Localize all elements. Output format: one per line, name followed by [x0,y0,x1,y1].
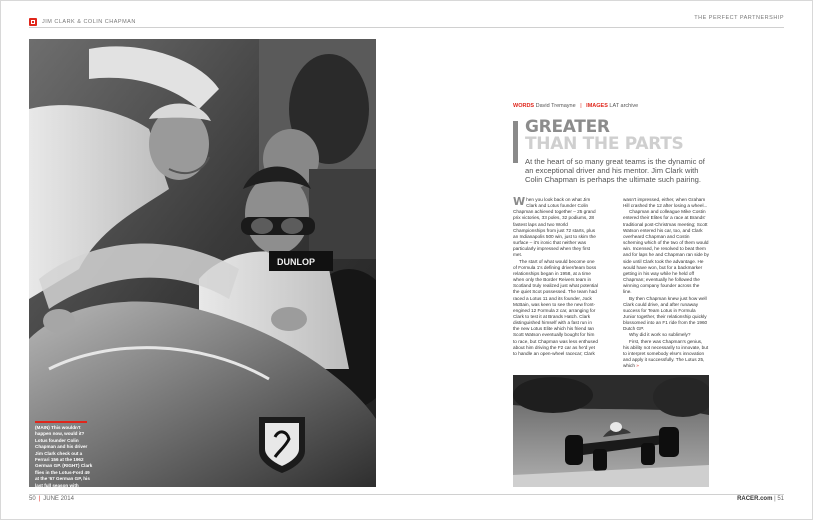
footer-rule [29,494,784,495]
main-photo-clark-chapman [29,39,376,487]
article-title [525,119,684,153]
header-rule [29,27,784,28]
title-line-2: THAN THE PARTS [525,134,684,154]
secondary-photo-graphic [513,375,709,487]
paragraph: Why did it work so sublimely? [629,332,691,338]
running-header-right: THE PERFECT PARTNERSHIP [694,15,784,21]
words-label: WORDS [513,103,535,109]
dropcap: W [513,195,526,208]
main-photo-caption: (MAIN) This wouldn't happen now, would it? Lotus founder Colin Chapman and his driver Jim Clark check out a Ferrari 156 at the 1962 German GP. (RIGHT) Clark flies in the Lotus-Ford 49 at the '67 German GP, his last full season with Chapman and Lotus. [35,425,93,495]
footer-separator: | [38,496,41,502]
paragraph: By then Chapman knew just how well Clark could drive, and after runaway success for Team Lotus in Formula Junior together, their relationship quickly blossomed into an F1 ride from the 1960 Dutch GP. [623,295,708,332]
title-accent-bar [513,121,518,163]
paragraph: Chapman and colleague Mike Costin entered their Elites for a race at Brands' traditional post-Christmas meeting; Scott Watson entered his car, too, and Clark overheard Chapman and Costin scheming which of the two of them would win. Incensed, he resolved to beat them and for laps he and Chapman ran side by side until Clark took the advantage. He would have won, but for a backmarker getting in his way while he held off Chapman; eventually he followed the winning company founder across the line. [623,209,709,295]
paragraph-text: hen you look back on what Jim Clark and Lotus founder Colin Chapman achieved together – 25 grand prix victories, 33 poles, 32 podiums, 28 fastest laps and two World Championships from just 72 starts, plus an Indianapolis 500 win, just to skim the surface – it's ironic that neither was particularly impressed when they first met. [513,197,596,258]
paragraph: The start of what would become one of Formula 1's defining driver/team boss relationships began in 1958, at a time when only the Border Reivers team in Scotland truly realized just what potential the quiet Scot possessed. The team had raced a Lotus 11 and its founder, Jock McBain, was keen to see the new front-engined 12 Formula 2 car, arranging for Clark to test it at Brands Hatch. Clark distinguished himself with a fast run in the new Lotus Elite which his friend Ian Scott Watson eventually bought for him to race, but Chapman was less enthused about him driving the F2 car as he'd yet to handle an open-wheel racecar; Clark [513,258,598,356]
paragraph [623,339,709,370]
footer-right [737,496,784,502]
footer-left [29,496,74,502]
main-photo-graphic [29,39,376,487]
continue-arrow-icon: » [636,363,639,369]
images-credit: LAT archive [609,103,639,109]
paragraph [513,197,599,259]
caption-accent-rule [35,421,87,423]
words-author: David Tremayne [535,103,576,109]
racer-logo-icon [29,18,37,26]
issue-date: JUNE 2014 [43,496,74,502]
footer-separator: | [774,496,776,502]
images-label: IMAGES [586,103,608,109]
article-column-2 [623,197,709,369]
page-number-right: 51 [777,496,784,502]
paragraph-text: First, there was Chapman's genius, his ability not necessarily to innovate, but to interpret somebody else's innovation and apply it successfully. The Lotus 25, which [623,338,709,369]
credit-separator: | [580,103,582,109]
site-name: RACER.com [737,496,773,502]
article-standfirst: At the heart of so many great teams is the dynamic of an exceptional driver and his mentor. Jim Clark with Colin Chapman is perhaps the ultimate such pairing. [525,157,705,185]
page-number-left: 50 [29,496,36,502]
dunlop-visor-text: DUNLOP [277,257,315,267]
header-left-text: JIM CLARK & COLIN CHAPMAN [42,19,136,25]
article-column-1 [513,197,599,357]
paragraph: wasn't impressed, either, when Graham Hill crashed the 12 after losing a wheel... [623,197,708,209]
title-line-1: GREATER [525,117,610,137]
secondary-photo-lotus-49 [513,375,709,487]
article-credits [513,103,638,109]
